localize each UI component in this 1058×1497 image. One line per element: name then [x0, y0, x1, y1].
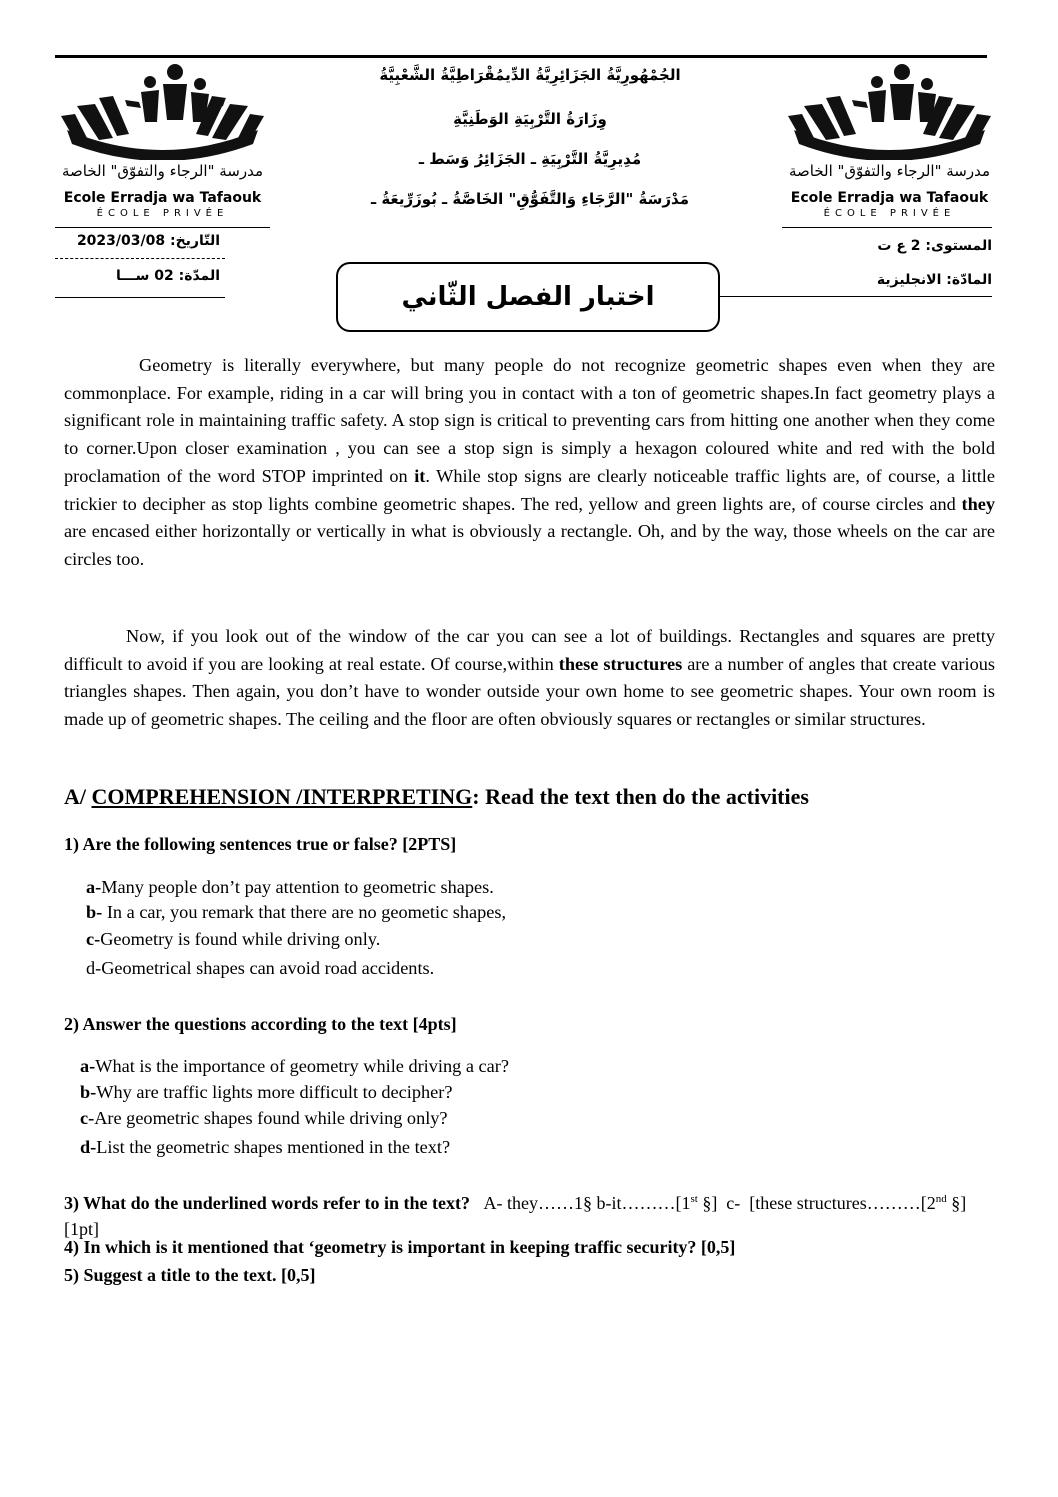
- q1-item-text: Geometry is found while driving only.: [100, 929, 381, 949]
- q4-title: 4) In which is it mentioned that ‘geometry is important in keeping traffic security? [0,5]: [64, 1237, 736, 1257]
- header-top-rule: [55, 55, 987, 58]
- q2-title: 2) Answer the questions according to the text [4pts]: [64, 1014, 457, 1034]
- exam-title: اختبار الفصل الثّاني: [401, 282, 655, 312]
- q3-sup-1: st: [690, 1193, 698, 1205]
- logo-french-name: Ecole Erradja wa Tafaouk: [63, 190, 262, 206]
- q2-item-a: [80, 1056, 509, 1077]
- q3-block: [64, 1186, 995, 1242]
- exam-title-box: [336, 262, 720, 332]
- exam-date: التّاريخ: 2023/03/08: [76, 233, 220, 249]
- logo-subtitle: ÉCOLE PRIVÉE: [96, 208, 229, 219]
- header-directorate: مُدِيرِيَّةُ التَّرْبِيَةِ ـ الجَزَائِرُ وَسَط ـ: [418, 150, 642, 168]
- p2-highlight-these-structures: these structures: [558, 653, 683, 674]
- p1-highlight-it: it: [414, 465, 426, 486]
- q1-title: 1) Are the following sentences true or false? [2PTS]: [64, 834, 457, 854]
- section-a-title: COMPREHENSION /INTERPRETING: [91, 784, 473, 809]
- school-logo-left: [55, 60, 270, 225]
- subject-divider: [720, 296, 992, 297]
- q2-item-text: Why are traffic lights more difficult to decipher?: [96, 1082, 453, 1102]
- header-school: مَدْرَسَةُ "الرَّجَاءِ وَالتَّفَوُّقِ" الخَاصَّةُ ـ بُوزَرِّيعَةُ ـ: [370, 190, 689, 208]
- p1-highlight-they: they: [961, 493, 995, 514]
- q3-part-b: §] c- [these structures………[2: [697, 1193, 936, 1213]
- q2-item-label: a-: [80, 1056, 96, 1076]
- q3-part-c: §] [1pt]: [64, 1193, 989, 1239]
- section-a-heading: [64, 784, 809, 810]
- left-divider: [55, 227, 270, 228]
- q2-item-text: List the geometric shapes mentioned in the text?: [96, 1137, 451, 1157]
- q1-item-label: c-: [86, 929, 101, 949]
- q3-sup-2: nd: [935, 1193, 947, 1205]
- exam-duration: المدّة: 02 ســـا: [115, 268, 220, 284]
- q2-item-label: d-: [80, 1137, 97, 1157]
- school-logo-right: [782, 60, 997, 225]
- date-divider: [55, 258, 225, 259]
- student-level: المستوى: 2 ع ت: [877, 238, 992, 254]
- p1-part-b: . While stop signs are clearly noticeable traffic lights are, of course, a little trickier to decipher as stop lights combine geometric shapes. The red, yellow and green lights are, of course circles and: [64, 465, 996, 514]
- exam-subject: المادّة: الانجليزية: [876, 272, 992, 288]
- q1-item-label: a-: [86, 877, 102, 897]
- q1-item-a: [86, 877, 494, 898]
- p2-part-a: Now, if you look out of the window of the car you can see a lot of buildings. Rectangles and squares are pretty difficult to avoid if you are looking at real estate. Of course,within: [64, 626, 995, 674]
- school-emblem-icon: [55, 60, 270, 160]
- q1-item-text: d-Geometrical shapes can avoid road accidents.: [86, 958, 435, 978]
- duration-divider: [55, 297, 225, 298]
- section-a-prefix: A/: [64, 784, 92, 809]
- section-a-instruction: : Read the text then do the activities: [472, 784, 809, 809]
- school-emblem-icon: [782, 60, 997, 160]
- header-ministry: وِزَارَةُ التَّرْبِيَةِ الوَطَنِيَّةِ: [453, 110, 607, 128]
- logo-subtitle: ÉCOLE PRIVÉE: [823, 208, 956, 219]
- q3-part-a: A- they……1§ b-it………[1: [483, 1193, 691, 1213]
- q2-item-d: [80, 1137, 450, 1158]
- reading-paragraph-1: [64, 352, 995, 574]
- q1-item-c: [86, 929, 380, 950]
- q3-title: 3) What do the underlined words refer to in the text?: [64, 1193, 470, 1213]
- q2-item-b: [80, 1082, 452, 1103]
- q2-item-text: What is the importance of geometry while driving a car?: [95, 1056, 509, 1076]
- q1-item-b: [86, 902, 506, 923]
- p2-part-b: are a number of angles that create various triangles shapes. Then again, you don’t have to wonder outside your own home to see geometric shapes. Your own room is made up of geometric shapes. The ceiling and the floor are often obviously squares or rectangles or similar structures.: [64, 653, 995, 730]
- q2-item-c: [80, 1108, 448, 1129]
- q1-item-d: [86, 958, 434, 979]
- q1-item-text: In a car, you remark that there are no geometic shapes,: [102, 902, 507, 922]
- q2-item-text: Are geometric shapes found while driving only?: [94, 1108, 448, 1128]
- q1-item-text: Many people don’t pay attention to geometric shapes.: [101, 877, 494, 897]
- q1-item-label: b-: [86, 902, 103, 922]
- p1-part-a: Geometry is literally everywhere, but many people do not recognize geometric shapes even when they are commonplace. For example, riding in a car will bring you in contact with a ton of geometric shapes.In fact geometry plays a significant role in maintaining traffic safety. A stop sign is critical to preventing cars from hitting one another when they come to corner.Upon closer examination , you can see a stop sign is simply a hexagon coloured white and red with the bold proclamation of the word STOP imprinted on: [64, 355, 995, 486]
- q2-item-label: b-: [80, 1082, 97, 1102]
- right-divider: [782, 227, 992, 228]
- logo-french-name: Ecole Erradja wa Tafaouk: [790, 190, 989, 206]
- q2-item-label: c-: [80, 1108, 95, 1128]
- reading-paragraph-2: [64, 623, 995, 734]
- header-republic: الجُمْهُورِيَّةُ الجَزَائِرِيَّةُ الدِّيمُقْرَاطِيَّةُ الشَّعْبِيَّةُ: [379, 66, 681, 84]
- p1-part-c: are encased either horizontally or vertically in what is obviously a rectangle. Oh, and by the way, those wheels on the car are circles too.: [64, 521, 995, 569]
- logo-arabic-name: مدرسة "الرجاء والتفوّق" الخاصة: [61, 162, 264, 180]
- logo-arabic-name: مدرسة "الرجاء والتفوّق" الخاصة: [788, 162, 991, 180]
- q5-title: 5) Suggest a title to the text. [0,5]: [64, 1265, 316, 1285]
